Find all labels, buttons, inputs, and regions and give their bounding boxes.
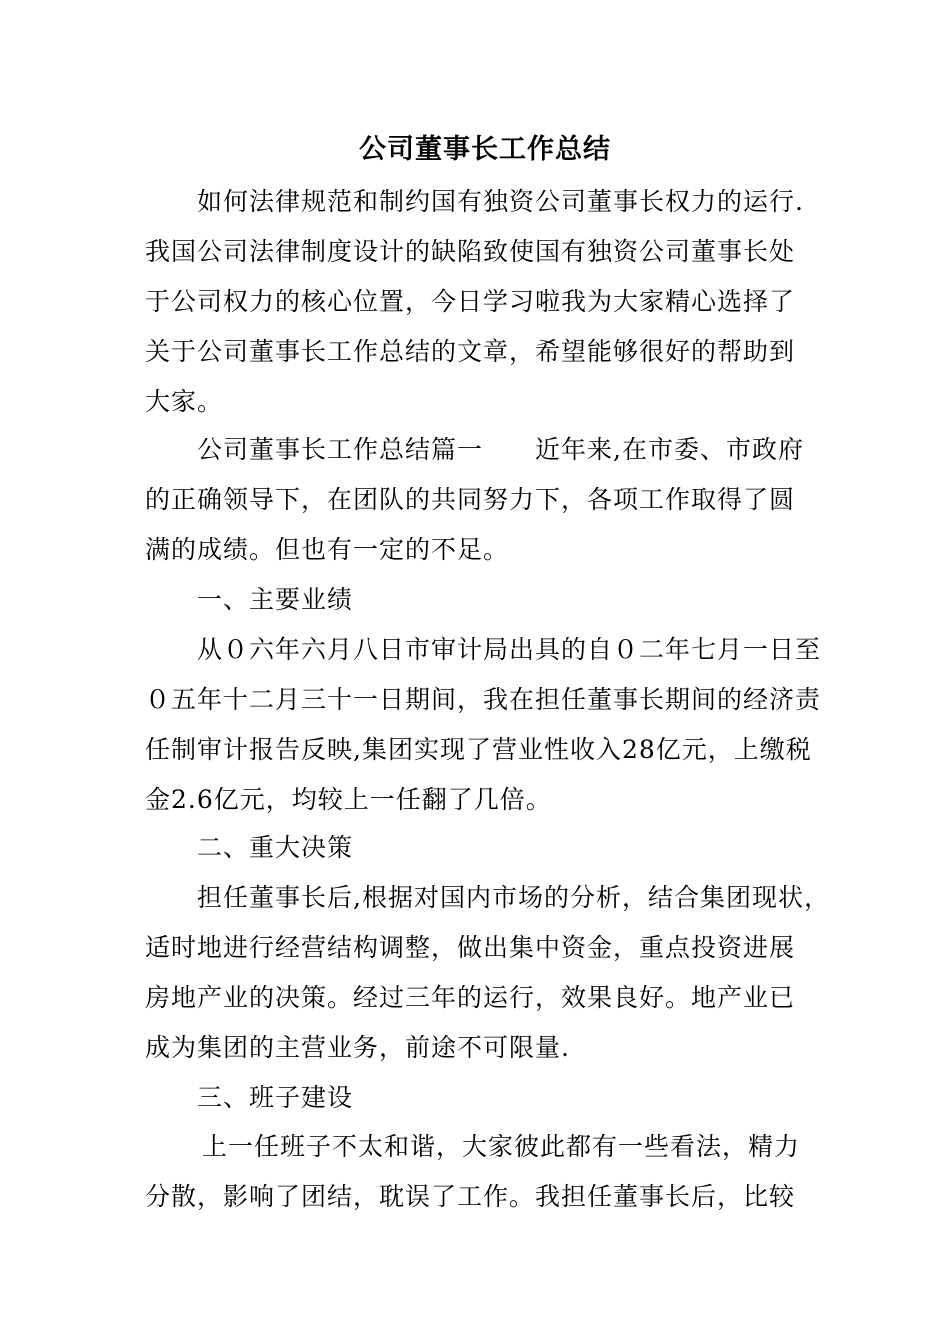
paragraph-line: 担任董事长后,根据对国内市场的分析，结合集团现状， bbox=[197, 883, 830, 912]
paragraph-line: 大家。 bbox=[145, 387, 224, 416]
section-heading: 一、主要业绩 bbox=[197, 585, 354, 614]
paragraph-line: 我国公司法律制度设计的缺陷致使国有独资公司董事长处 bbox=[145, 237, 796, 266]
paragraph-line: 满的成绩。但也有一定的不足。 bbox=[145, 535, 510, 564]
paragraph-line: 公司董事长工作总结篇一 近年来,在市委、市政府 bbox=[197, 435, 804, 464]
paragraph-line: 分散，影响了团结，耽误了工作。我担任董事长后，比较 bbox=[145, 1182, 796, 1211]
document-title: 公司董事长工作总结 bbox=[359, 134, 611, 165]
section-heading: 二、重大决策 bbox=[197, 833, 354, 862]
paragraph-line: 如何法律规范和制约国有独资公司董事长权力的运行. bbox=[197, 187, 804, 216]
paragraph-line: ０五年十二月三十一日期间，我在担任董事长期间的经济责 bbox=[145, 685, 822, 714]
paragraph-line: 房地产业的决策。经过三年的运行，效果良好。地产业已 bbox=[145, 983, 796, 1012]
paragraph-line: 适时地进行经营结构调整，做出集中资金，重点投资进展 bbox=[145, 933, 796, 962]
paragraph-line: 上一任班子不太和谐，大家彼此都有一些看法，精力 bbox=[202, 1132, 801, 1161]
paragraph-line: 的正确领导下，在团队的共同努力下，各项工作取得了圆 bbox=[145, 485, 796, 514]
paragraph-line: 金2.6亿元，均较上一任翻了几倍。 bbox=[145, 785, 552, 814]
paragraph-line: 关于公司董事长工作总结的文章，希望能够很好的帮助到 bbox=[145, 337, 796, 366]
paragraph-line: 成为集团的主营业务，前途不可限量. bbox=[145, 1033, 570, 1062]
paragraph-line: 任制审计报告反映,集团实现了营业性收入28亿元，上缴税 bbox=[145, 735, 812, 764]
paragraph-line: 于公司权力的核心位置，今日学习啦我为大家精心选择了 bbox=[145, 287, 796, 316]
paragraph-line: 从０六年六月八日市审计局出具的自０二年七月一日至 bbox=[197, 635, 822, 664]
section-heading: 三、班子建设 bbox=[197, 1083, 354, 1112]
